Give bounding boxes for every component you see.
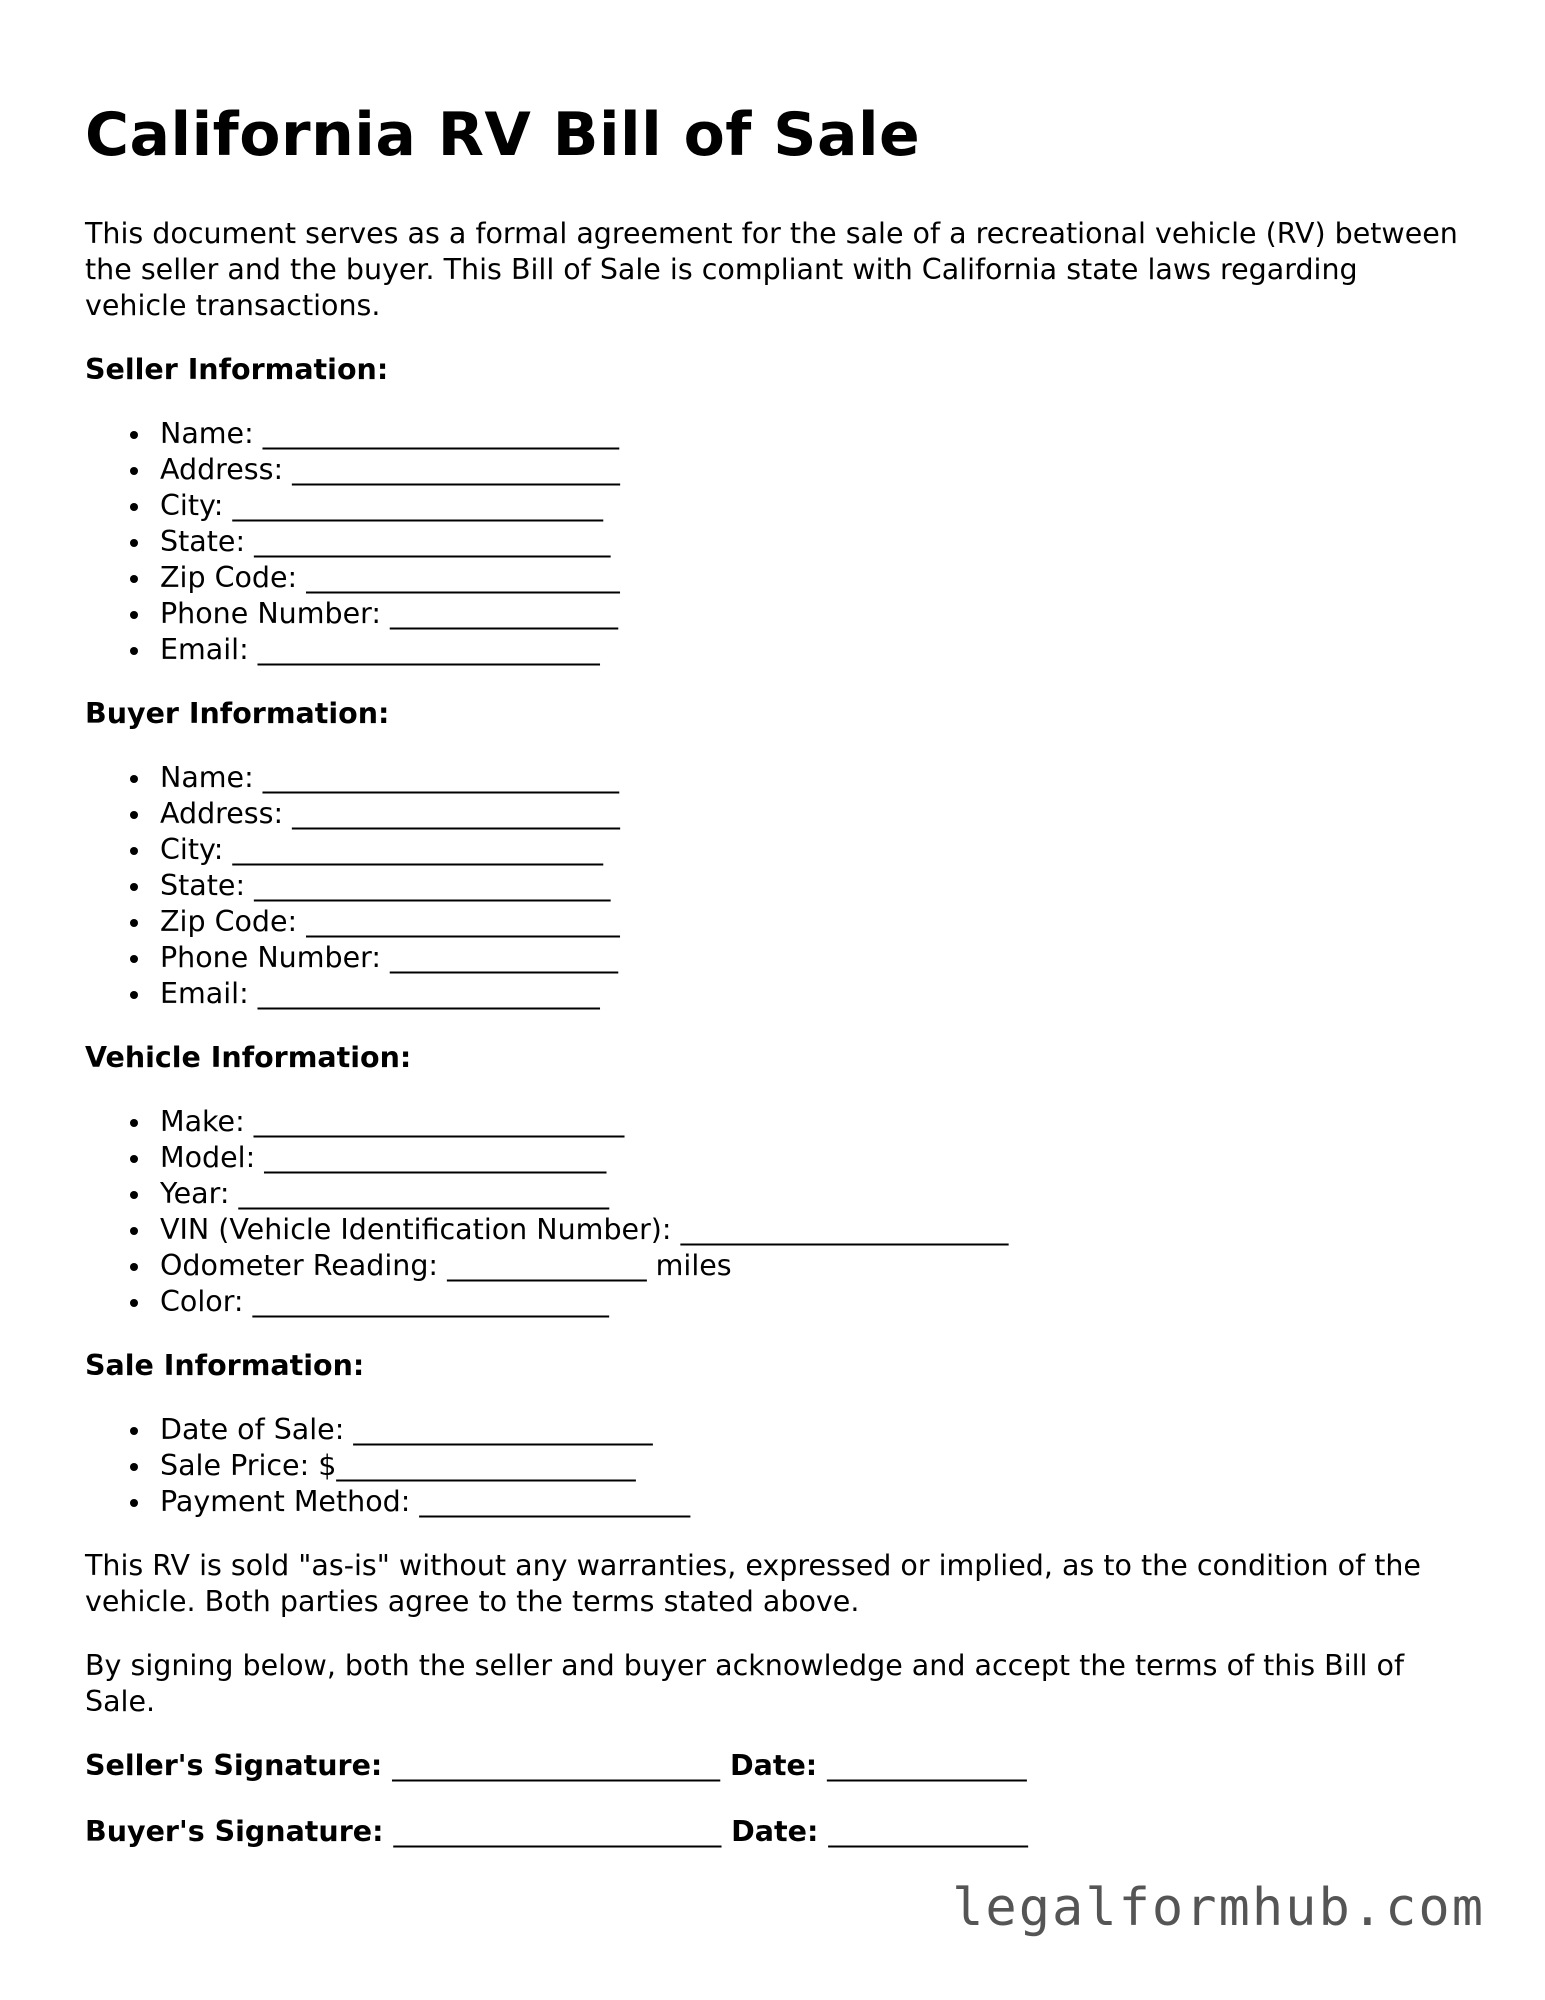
bullet-icon	[130, 1299, 138, 1307]
as-is-paragraph: This RV is sold "as-is" without any warranties, expressed or implied, as to the condition of the vehicle. Both parties agree to the terms stated above.	[85, 1549, 1421, 1618]
bullet-icon	[130, 1499, 138, 1507]
bullet-icon	[130, 991, 138, 999]
bullet-icon	[130, 1191, 138, 1199]
buyer-address-field: Address: _______________________	[130, 796, 1465, 832]
intro-paragraph: This document serves as a formal agreement for the sale of a recreational vehicle (RV) between the seller and the buyer. This Bill of Sale is compliant with California state laws regarding vehicle transactions.	[85, 217, 1458, 322]
seller-signature-blank: _______________________	[392, 1749, 720, 1782]
watermark: legalformhub.com	[952, 1878, 1485, 1938]
seller-address-field: Address: _______________________	[130, 452, 1465, 488]
buyer-fields-list	[85, 760, 1465, 1012]
seller-info-heading: Seller Information:	[85, 353, 389, 386]
vehicle-make-field: Make: __________________________	[130, 1104, 1465, 1140]
seller-zip-field: Zip Code: ______________________	[130, 560, 1465, 596]
bullet-icon	[130, 539, 138, 547]
bullet-icon	[130, 611, 138, 619]
sale-info-heading: Sale Information:	[85, 1349, 365, 1382]
document-title: California RV Bill of Sale	[85, 100, 921, 170]
bullet-icon	[130, 467, 138, 475]
buyer-date-label: Date:	[731, 1815, 819, 1848]
acknowledge-paragraph: By signing below, both the seller and buyer acknowledge and accept the terms of this Bill of Sale.	[85, 1649, 1405, 1718]
seller-date-blank: ______________	[827, 1749, 1027, 1782]
bullet-icon	[130, 811, 138, 819]
bullet-icon	[130, 1155, 138, 1163]
bullet-icon	[130, 1263, 138, 1271]
bullet-icon	[130, 647, 138, 655]
bullet-icon	[130, 1227, 138, 1235]
vehicle-color-field: Color: _________________________	[130, 1284, 1465, 1320]
vehicle-odometer-field: Odometer Reading: ______________ miles	[130, 1248, 1465, 1284]
sale-payment-method-field: Payment Method: ___________________	[130, 1484, 1465, 1520]
vehicle-fields-list	[85, 1104, 1465, 1320]
seller-email-field: Email: ________________________	[130, 632, 1465, 668]
buyer-city-field: City: __________________________	[130, 832, 1465, 868]
bullet-icon	[130, 775, 138, 783]
bullet-icon	[130, 1119, 138, 1127]
buyer-info-heading: Buyer Information:	[85, 697, 390, 730]
sale-price-field: Sale Price: $_____________________	[130, 1448, 1465, 1484]
vehicle-model-field: Model: ________________________	[130, 1140, 1465, 1176]
buyer-date-blank: ______________	[828, 1815, 1028, 1848]
sale-date-field: Date of Sale: _____________________	[130, 1412, 1465, 1448]
bullet-icon	[130, 847, 138, 855]
buyer-signature-line	[85, 1814, 1465, 1850]
seller-fields-list	[85, 416, 1465, 668]
buyer-zip-field: Zip Code: ______________________	[130, 904, 1465, 940]
seller-state-field: State: _________________________	[130, 524, 1465, 560]
buyer-signature-blank: _______________________	[393, 1815, 722, 1848]
bullet-icon	[130, 1463, 138, 1471]
sale-fields-list	[85, 1412, 1465, 1520]
buyer-name-field: Name: _________________________	[130, 760, 1465, 796]
vehicle-info-heading: Vehicle Information:	[85, 1041, 412, 1074]
seller-signature-line	[85, 1748, 1465, 1784]
seller-city-field: City: __________________________	[130, 488, 1465, 524]
vehicle-vin-field: VIN (Vehicle Identification Number): _______________________	[130, 1212, 1465, 1248]
buyer-email-field: Email: ________________________	[130, 976, 1465, 1012]
seller-signature-label: Seller's Signature:	[85, 1749, 383, 1782]
buyer-phone-field: Phone Number: ________________	[130, 940, 1465, 976]
vehicle-year-field: Year: __________________________	[130, 1176, 1465, 1212]
bullet-icon	[130, 1427, 138, 1435]
document-page	[85, 100, 1465, 1880]
bullet-icon	[130, 919, 138, 927]
bullet-icon	[130, 503, 138, 511]
bullet-icon	[130, 955, 138, 963]
buyer-signature-label: Buyer's Signature:	[85, 1815, 384, 1848]
seller-date-label: Date:	[729, 1749, 818, 1782]
seller-name-field: Name: _________________________	[130, 416, 1465, 452]
bullet-icon	[130, 431, 138, 439]
bullet-icon	[130, 575, 138, 583]
buyer-state-field: State: _________________________	[130, 868, 1465, 904]
seller-phone-field: Phone Number: ________________	[130, 596, 1465, 632]
bullet-icon	[130, 883, 138, 891]
